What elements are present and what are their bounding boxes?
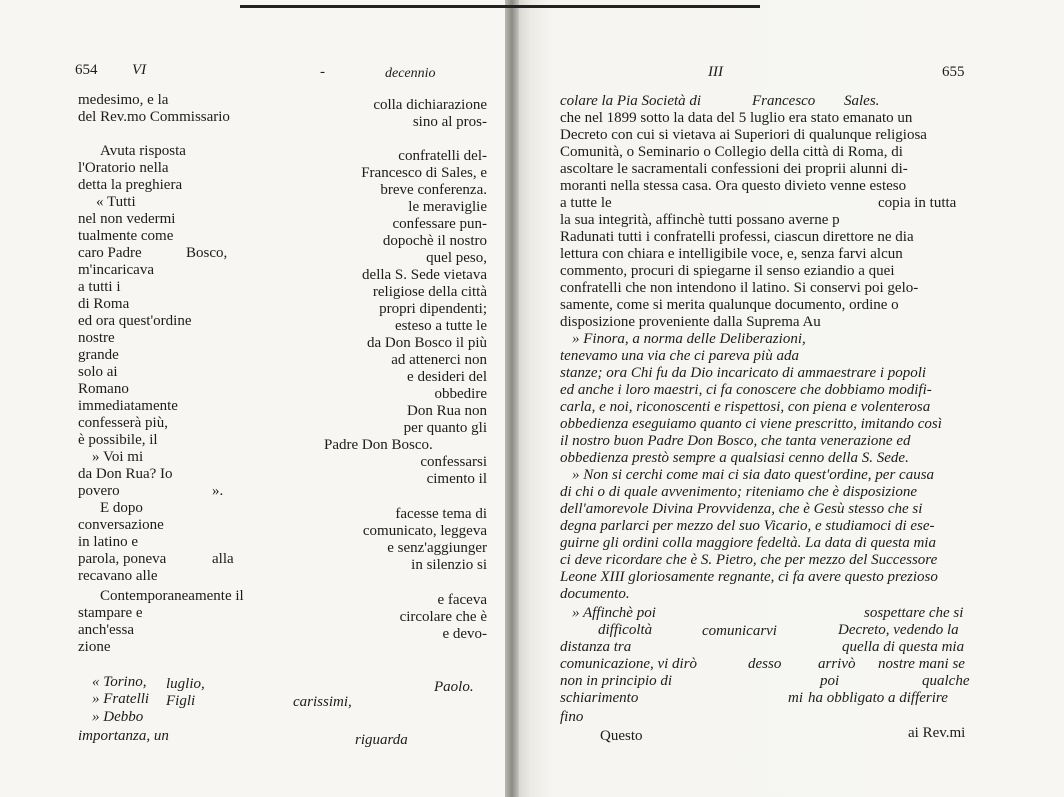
text-line: anch'essa — [78, 622, 135, 638]
text-line: della S. Sede vietava — [362, 267, 487, 283]
text-line: facesse tema di — [395, 506, 487, 522]
text-line: Padre Don Bosco. — [324, 437, 433, 453]
text-line: difficoltà — [598, 622, 653, 638]
text-line: confesserà più, — [78, 415, 168, 431]
text-line: da Don Rua? Io — [78, 466, 173, 482]
text-line: obbedienza eseguiamo quanto ci viene prescritto, imitando così — [560, 416, 942, 432]
text-line: cimento il — [426, 471, 487, 487]
text-line: fino — [560, 709, 584, 725]
text-line: Romano — [78, 381, 129, 397]
text-line: » Affinchè poi — [572, 605, 656, 621]
text-line: Radunati tutti i confratelli professi, ciascun direttore ne dia — [560, 229, 914, 245]
text-line: tualmente come — [78, 228, 174, 244]
text-line: recavano alle — [78, 568, 158, 584]
text-line: obbedire — [434, 386, 487, 402]
text-line: » Non si cerchi come mai ci sia dato quest'ordine, per causa — [572, 467, 935, 483]
text-line: stanze; ora Chi fu da Dio incaricato di ammaestrare i popoli — [560, 365, 927, 381]
text-line: Leone XIII gloriosamente regnante, ci fa avere questo prezioso — [560, 569, 938, 585]
text-line: nostre mani se — [878, 656, 965, 672]
text-line: quella di questa mia — [842, 639, 965, 655]
text-line: Don Rua non — [407, 403, 487, 419]
text-line: zione — [78, 639, 111, 655]
text-line: confratelli del- — [398, 148, 487, 164]
text-line: confessarsi — [420, 454, 487, 470]
text-line: carla, e noi, riconoscenti e rispettosi, con piena e volenterosa — [560, 399, 931, 415]
text-line: da Don Bosco il più — [367, 335, 487, 351]
text-line: copia in tutta — [878, 195, 957, 211]
text-line: desso — [748, 656, 782, 672]
text-line: Francesco di Sales, e — [361, 165, 487, 181]
text-line: quel peso, — [426, 250, 487, 266]
text-line: detta la preghiera — [78, 177, 183, 193]
text-line: e senz'aggiunger — [387, 540, 487, 556]
text-line: Contemporaneamente il — [100, 588, 244, 604]
text-line: qualche — [922, 673, 970, 689]
text-line: Questo — [600, 728, 643, 744]
text-line: ai Rev.mi — [908, 725, 966, 741]
text-line: conversazione — [78, 517, 164, 533]
text-line: « Tutti — [96, 194, 136, 210]
text-line: nel non vedermi — [78, 211, 176, 227]
top-edge-line — [240, 5, 760, 8]
text-line: di Roma — [78, 296, 130, 312]
running-header-center: III — [708, 64, 723, 80]
text-line: immediatamente — [78, 398, 178, 414]
text-line: l'Oratorio nella — [78, 160, 169, 176]
text-line: non in principio di — [560, 673, 673, 689]
text-line: di chi o di quale avvenimento; riteniamo che è disposizione — [560, 484, 918, 500]
text-line: povero — [78, 483, 120, 499]
text-line: obbedienza prestò sempre a qualsiasi cenno della S. Sede. — [560, 450, 909, 466]
text-line: poi — [820, 673, 840, 689]
text-line: Figli — [166, 693, 196, 709]
running-header-left: VI — [132, 62, 147, 78]
text-line: e desideri del — [407, 369, 487, 385]
text-line: sospettare che si — [864, 605, 964, 621]
text-line: degna parlarci per mezzo del suo Vicario, e studiamoci di ese- — [560, 518, 935, 534]
text-line: dopochè il nostro — [382, 233, 487, 249]
text-line: la sua integrità, affinchè tutti possano averne p — [560, 212, 840, 228]
text-line: sino al pros- — [412, 114, 487, 130]
text-line: medesimo, e la — [78, 92, 169, 108]
text-line: in latino e — [78, 534, 138, 550]
text-line: confessare pun- — [392, 216, 487, 232]
text-line: confratelli che non intendono il latino. Si conservi poi gelo- — [560, 280, 919, 296]
text-line: Bosco, — [186, 245, 228, 261]
page-number: 654 — [75, 62, 98, 78]
text-line: Sales. — [844, 93, 880, 109]
text-line: Decreto, vedendo la — [838, 622, 959, 638]
text-line: arrivò — [818, 656, 856, 672]
right-page — [512, 0, 1064, 797]
text-line: mi — [788, 690, 803, 706]
text-line: nostre — [78, 330, 115, 346]
text-line: colla dichiarazione — [373, 97, 487, 113]
text-line: luglio, — [166, 676, 205, 692]
text-line: caro Padre — [78, 245, 142, 261]
text-line: ed anche i loro maestri, ci fa conoscere che dobbiamo modifi- — [560, 382, 932, 398]
text-line: ed ora quest'ordine — [78, 313, 192, 329]
text-line: Paolo. — [434, 679, 474, 695]
text-line: grande — [78, 347, 119, 363]
text-line: a tutte le — [560, 195, 612, 211]
text-line: Avuta risposta — [100, 143, 186, 159]
text-line: colare la Pia Società di — [560, 93, 702, 109]
text-line: lettura con chiara e intelligibile voce, e, senza farvi alcun — [560, 246, 903, 262]
text-line: ci deve ricordare che è S. Pietro, che per mezzo del Successore — [560, 552, 938, 568]
text-line: m'incaricava — [78, 262, 154, 278]
left-page — [0, 0, 512, 797]
running-header-center: decennio — [385, 66, 436, 81]
text-line: importanza, un — [78, 728, 169, 744]
text-line: alla — [212, 551, 234, 567]
text-line: riguarda — [355, 732, 408, 748]
text-line: le meraviglie — [408, 199, 487, 215]
text-line: esteso a tutte le — [394, 318, 487, 334]
text-line: Decreto con cui si vietava ai Superiori di qualunque religiosa — [560, 127, 927, 143]
text-line: comunicazione, vi dirò — [560, 656, 698, 672]
text-line: per quanto gli — [403, 420, 487, 436]
text-line: disposizione proveniente dalla Suprema Au — [560, 314, 821, 330]
text-line: propri dipendenti; — [379, 301, 487, 317]
text-line: ha obbligato a differire — [808, 690, 948, 706]
page-number: 655 — [942, 64, 965, 80]
text-line: » Voi mi — [92, 449, 144, 465]
text-line: moranti nella stessa casa. Ora questo divieto venne esteso — [560, 178, 907, 194]
text-line: stampare e — [78, 605, 143, 621]
text-line: è possibile, il — [78, 432, 158, 448]
text-line: religiose della città — [372, 284, 487, 300]
text-line: tenevamo una via che ci pareva più ada — [560, 348, 799, 364]
text-line: e faceva — [437, 592, 487, 608]
text-line: dell'amorevole Divina Provvidenza, che è Gesù stesso che si — [560, 501, 923, 517]
text-line: il nostro buon Padre Don Bosco, che tanta venerazione ed — [560, 433, 911, 449]
text-line: del Rev.mo Commissario — [78, 109, 230, 125]
text-line: comunicato, leggeva — [362, 523, 487, 539]
text-line: parola, poneva — [78, 551, 167, 567]
text-line: » Fratelli — [92, 691, 150, 707]
text-line: solo ai — [78, 364, 118, 380]
text-line: Comunità, o Seminario o Collegio della città di Roma, di — [560, 144, 903, 160]
text-line: ad attenerci non — [391, 352, 487, 368]
text-line: distanza tra — [560, 639, 632, 655]
text-line: » Debbo — [92, 709, 144, 725]
text-line: ascoltare le sacramentali confessioni dei proprii alunni di- — [560, 161, 908, 177]
text-line: e devo- — [442, 626, 487, 642]
text-line: » Finora, a norma delle Deliberazioni, — [572, 331, 806, 347]
book-gutter — [505, 0, 519, 797]
text-line: E dopo — [100, 500, 143, 516]
text-line: samente, come si merita qualunque documento, ordine o — [560, 297, 899, 313]
text-line: schiarimento — [560, 690, 639, 706]
text-line: Francesco — [752, 93, 816, 109]
header-dash: - — [320, 64, 325, 80]
text-line: breve conferenza. — [380, 182, 487, 198]
text-line: comunicarvi — [702, 623, 777, 639]
text-line: documento. — [560, 586, 630, 602]
text-line: a tutti i — [78, 279, 121, 295]
text-line: in silenzio si — [411, 557, 487, 573]
text-line: che nel 1899 sotto la data del 5 luglio era stato emanato un — [560, 110, 913, 126]
text-line: guirne gli ordini colla maggiore fedeltà. La data di questa mia — [560, 535, 936, 551]
text-line: « Torino, — [92, 674, 147, 690]
text-line: circolare che è — [399, 609, 487, 625]
text-line: carissimi, — [293, 694, 352, 710]
text-line: commento, procuri di spiegarne il senso eziandio a quei — [560, 263, 895, 279]
text-line: ». — [212, 483, 224, 499]
